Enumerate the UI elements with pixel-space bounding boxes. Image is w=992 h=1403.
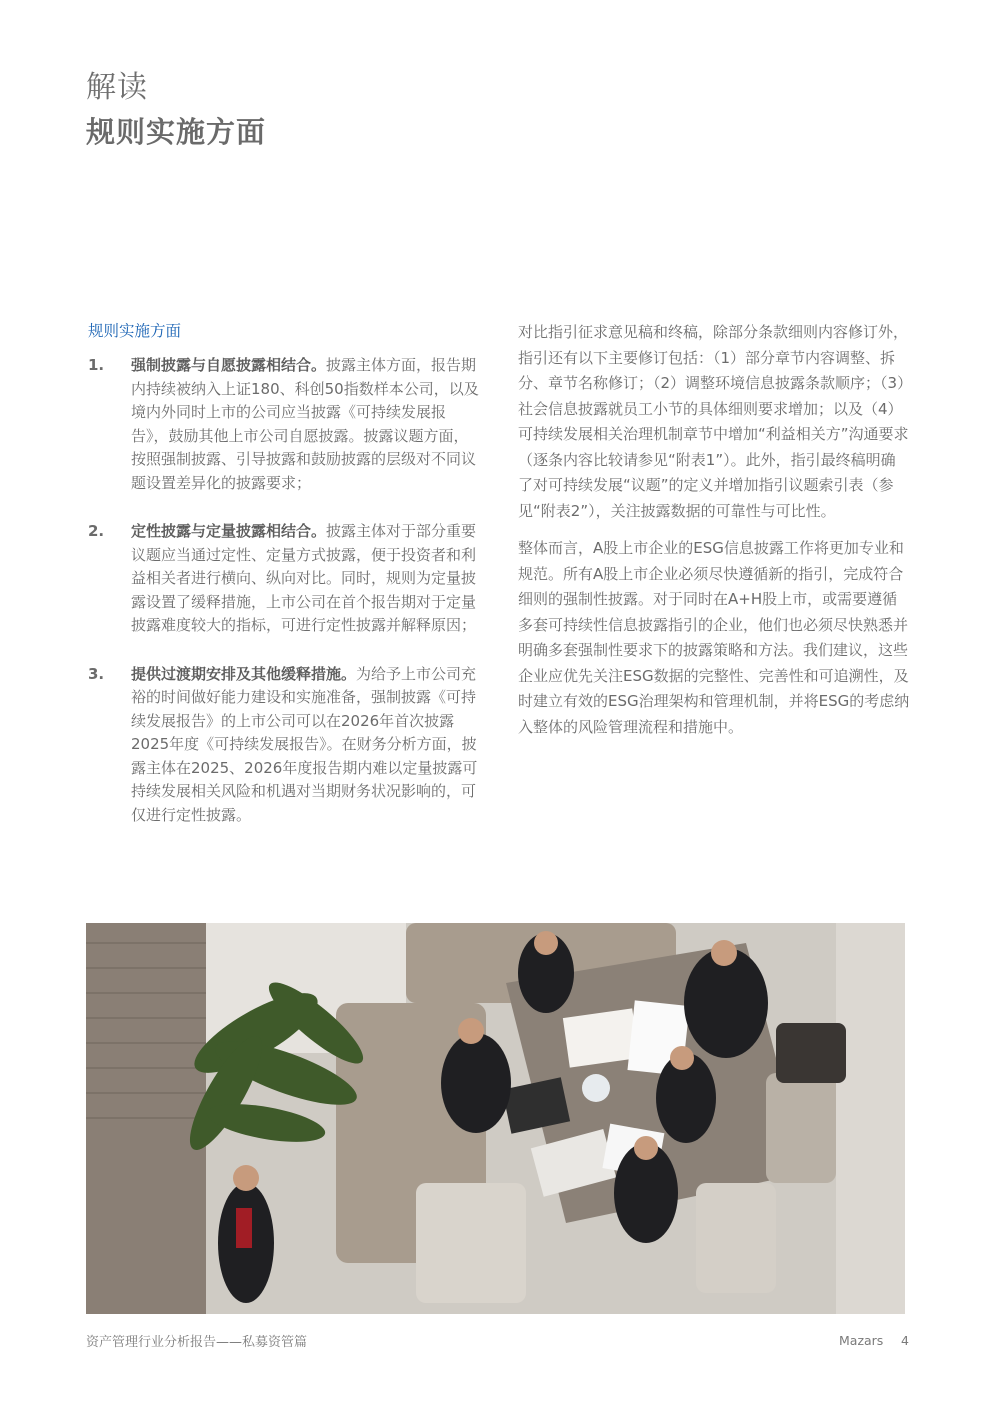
- body-paragraph: 整体而言，A股上市企业的ESG信息披露工作将更加专业和规范。所有A股上市企业必须尽快遵循新的指引，完成符合细则的强制性披露。对于同时在A+H股上市，或需要遵循多套可持续性信息披露指引的企业，他们也必须尽快熟悉并明确多套强制性要求下的披露策略和方法。我们建议，这些企业应优先关注ESG数据的完整性、完善性和可追溯性，及时建立有效的ESG治理架构和管理机制，并将ESG的考虑纳入整体的风险管理流程和措施中。: [518, 539, 910, 736]
- list-item-number: 3.: [88, 664, 105, 683]
- body-paragraph: 对比指引征求意见稿和终稿，除部分条款细则内容修订外，指引还有以下主要修订包括：（1）部分章节内容调整、拆分、章节名称修订；（2）调整环境信息披露条款顺序；（3）社会信息披露就员工小节的具体细则要求增加；以及（4）可持续发展相关治理机制章节中增加“利益相关方”沟通要求（逐条内容比较请参见“附表1”）。此外，指引最终稿明确了对可持续发展“议题”的定义并增加指引议题索引表（参见“附表2”），关注披露数据的可靠性与可比性。: [518, 323, 909, 520]
- footer-brand: Mazars: [839, 1333, 884, 1348]
- page-number: 4: [901, 1333, 909, 1348]
- right-column: [518, 320, 910, 752]
- footer-report-title: 资产管理行业分析报告——私募资管篇: [86, 1335, 308, 1350]
- list-item: [88, 520, 480, 638]
- list-item-lead: 强制披露与自愿披露相结合。: [131, 356, 327, 374]
- list-item-text: 为给予上市公司充裕的时间做好能力建设和实施准备，强制披露《可持续发展报告》的上市公司可以在2026年首次披露2025年度《可持续发展报告》。在财务分析方面，披露主体在2025、2026年度报告期内难以定量披露可持续发展相关风险和机遇对当期财务状况影响的，可仅进行定性披露。: [131, 664, 478, 824]
- meeting-photo: [86, 923, 905, 1314]
- left-column: [88, 320, 480, 852]
- list-item: [88, 663, 480, 828]
- list-item-number: 2.: [88, 522, 105, 540]
- list-item-lead: 提供过渡期安排及其他缓释措施。: [131, 664, 357, 683]
- meeting-photo-illustration: [86, 923, 905, 1314]
- list-item-text: 披露主体对于部分重要议题应当通过定性、定量方式披露，便于投资者和利益相关者进行横向、纵向对比。同时，规则为定量披露设置了缓释措施，上市公司在首个报告期对于定量披露难度较大的指标，可进行定性披露并解释原因；: [131, 522, 477, 634]
- list-item-number: 1.: [88, 356, 105, 374]
- list-item: [88, 354, 480, 495]
- list-item-text: 披露主体方面，报告期内持续被纳入上证180、科创50指数样本公司，以及境内外同时上市的公司应当披露《可持续发展报告》，鼓励其他上市公司自愿披露。披露议题方面，按照强制披露、引导披露和鼓励披露的层级对不同议题设置差异化的披露要求；: [131, 356, 479, 492]
- section-heading: 规则实施方面: [88, 322, 182, 340]
- page-kicker: 解读: [86, 70, 148, 105]
- list-item-lead: 定性披露与定量披露相结合。: [131, 522, 327, 540]
- page-title: 规则实施方面: [86, 115, 267, 149]
